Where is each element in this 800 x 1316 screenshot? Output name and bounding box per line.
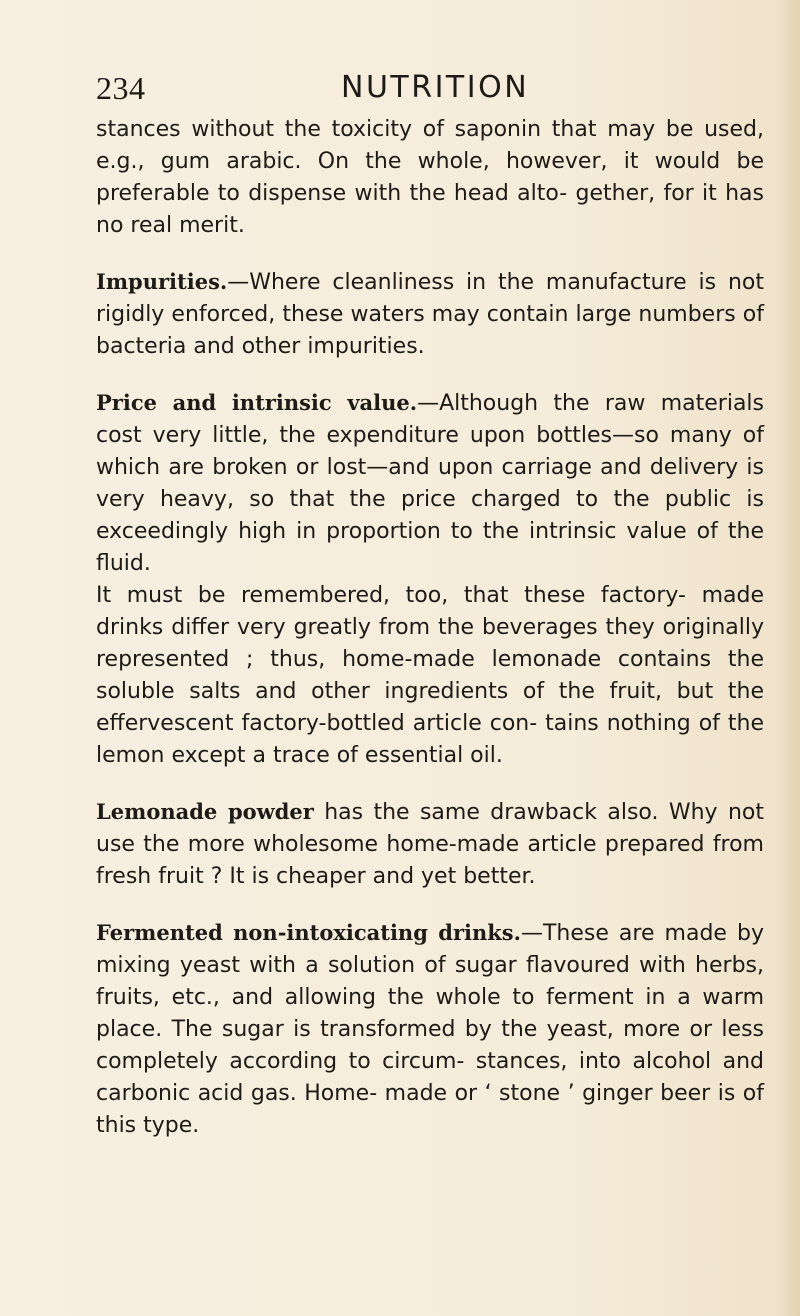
- paragraph-text: —Although the raw materials cost very little, the expenditure upon bottles—so many of which are broken or lost—and upon carriage and delivery is very heavy, so that the price charged to the public is exceedingly high in proportion to the intrinsic value of the fluid.: [96, 391, 765, 576]
- paragraph-text: —Where cleanliness in the manufacture is not rigidly enforced, these waters may contain large numbers of bacteria and other impurities.: [96, 270, 764, 359]
- paragraph-lemonade-powder: [96, 796, 764, 893]
- paragraph-factory-drinks: [96, 580, 764, 772]
- running-title: NUTRITION: [341, 70, 530, 105]
- page-number: 234: [96, 70, 146, 106]
- page-edge-shadow: [778, 0, 800, 1316]
- run-in-heading: Lemonade powder: [96, 799, 314, 824]
- page-header: [96, 70, 736, 110]
- paragraph-continued: [96, 114, 764, 242]
- paragraph-text: stances without the toxicity of saponin that may be used, e.g., gum arabic. On the whole, however, it would be preferable to dispense with the head alto- gether, for it has no real merit.: [96, 117, 764, 238]
- paragraph-fermented-drinks: [96, 917, 764, 1142]
- run-in-heading: Fermented non-intoxicating drinks.: [96, 920, 521, 945]
- paragraph-text: has the same drawback also. Why not use the more wholesome home-made article prepared from fresh fruit ? It is cheaper and yet better.: [96, 800, 764, 889]
- paragraph-impurities: [96, 266, 764, 363]
- paragraph-text: It must be remembered, too, that these factory- made drinks differ very greatly from the beverages they originally represented ; thus, home-made lemonade contains the soluble salts and other ingredients of the fruit, but the effervescent factory-bottled article con- tains nothing of the lemon except a trace of essential oil.: [96, 583, 764, 768]
- paragraph-text: —These are made by mixing yeast with a solution of sugar flavoured with herbs, fruits, etc., and allowing the whole to ferment in a warm place. The sugar is transformed by the yeast, more or less completely according to circum- stances, into alcohol and carbonic acid gas. Home- made or ‘ stone ’ ginger beer is of this type.: [96, 921, 764, 1138]
- run-in-heading: Price and intrinsic value.: [96, 390, 418, 415]
- body-text: [96, 114, 764, 1142]
- paragraph-price-value: [96, 387, 764, 580]
- run-in-heading: Impurities.: [96, 269, 228, 294]
